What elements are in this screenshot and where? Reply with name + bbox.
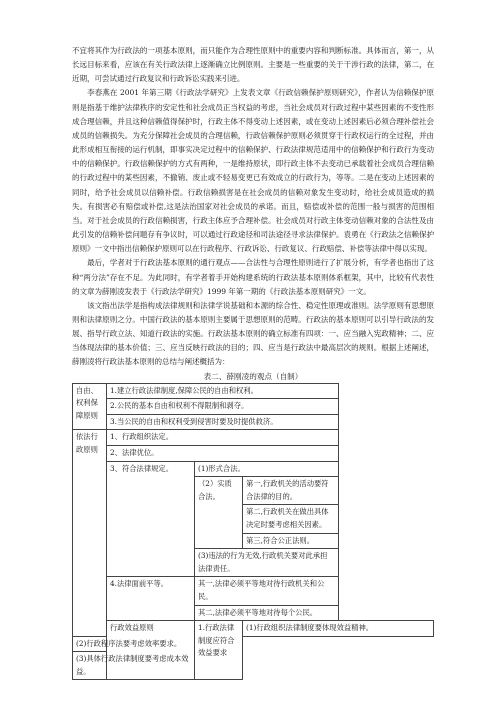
row-head-rights: 自由、权利保障原则 bbox=[73, 383, 107, 430]
document-page bbox=[72, 44, 434, 680]
table-cell: （2）实质合法。 bbox=[195, 477, 243, 549]
table-cell: 2.公民的基本自由和权利不得限制和剥夺。 bbox=[107, 399, 339, 415]
table-cell: (1)行政组织法律制度要体现效益精神。 bbox=[243, 621, 434, 637]
table-cell: 其二,法律必须平等地对待每个公民。 bbox=[195, 605, 339, 621]
table-row bbox=[73, 383, 434, 399]
table-caption: 表二、薛刚凌的观点（自制） bbox=[203, 371, 303, 381]
table-cell: (3)违法的行为无效,行政机关要对此承担法律责任。 bbox=[195, 549, 339, 577]
table-cell: 1.建立行政法律制度,保障公民的自由和权利。 bbox=[107, 383, 339, 399]
row-head-efficiency: 行政效益原则 bbox=[107, 621, 195, 680]
table-cell: 第二,行政机关在做出具体决定时要考虑相关因素。 bbox=[243, 505, 339, 533]
table-cell: 第一,行政机关的活动要符合法律的目的。 bbox=[243, 477, 339, 505]
table-row bbox=[73, 621, 434, 637]
paragraph-trust-protection: 李春燕在 2001 年第三期《行政法学研究》上发表文章《行政信赖保护原则研究》，作者认为信赖保护原则是指基于维护法律秩序的安定性和社会成员正当权益的考虑，当社会成员对行政过程中某些因素的不变性形成合理信赖，并且这种信赖值得保护时，行政主体不得变动上述因素，或在变动上述因素后必须合理补偿社会成员的信赖损失。为充分保障社会成员的合理信赖，行政信赖保护原则必须贯穿于行政权运行的全过程，并由此形成相互衔接的运行机制，即事实决定过程中的信赖保护、行政法律规范适用中的信赖保护和行政行为变动中的信赖保护。行政信赖保护的方式有两种，一是维持原状，即行政主体不去变动已承载着社会成员合理信赖的行政过程中的某些因素，不撤销、废止或不轻易变更已有效成立的行政行为，等等。二是在变动上述因素的同时，给予社会成员以信赖补偿。行政信赖损害是在社会成员的信赖对象发生变动时，给社会成员造成的损失。有损害必有赔偿或补偿,这是法治国家对社会成员的承诺。而且，赔偿或补偿的范围一般与损害的范围相当。对于社会成员的行政信赖损害，行政主体应予合理补偿。社会成员对行政主体变动信赖对象的合法性及由此引发的信赖补偿问题存有争议时，可以通过行政途径和司法途径寻求法律保护。袁勇在《行政法之信赖保护原则》一文中指出信赖保护原则可以在行政程序、行政诉讼、行政复议、行政赔偿、补偿等法律中得以实现。 bbox=[72, 88, 434, 254]
table-row bbox=[73, 430, 434, 446]
row-head-legality: 依法行政原则 bbox=[73, 430, 107, 636]
table-row bbox=[73, 636, 434, 652]
table-row bbox=[73, 461, 434, 477]
table-row bbox=[73, 445, 434, 461]
paragraph-intro: 不宜将其作为行政法的一项基本原则，而只能作为合理性原则中的重要内容和判断标准。具体而言，第一，从长远目标来看，应该在有关行政法律上逐渐确立比例原则。主要是一些重要的关于干涉行政的法律，第二，在近期，可尝试通过行政复议和行政诉讼实践来引进。 bbox=[72, 46, 434, 84]
table-cell: (3)具体行政法律制度要考虑成本效益。 bbox=[73, 652, 195, 680]
table-cell: 1、行政组织法定。 bbox=[107, 430, 339, 446]
table-cell: (1)形式合法。 bbox=[195, 461, 339, 477]
table-cell: 3.当公民的自由和权利受到侵害时要及时提供救济。 bbox=[107, 414, 339, 430]
table-cell: 其一,法律必须平等地对待行政机关和公民。 bbox=[195, 577, 339, 605]
table-row bbox=[73, 577, 434, 605]
paragraph-xue-gangling: 该文指出法学是指构成法律规则和法律学说基础和本源的综合性、稳定性原理或准则。法学原则有思想原则和法律原则之分。中国行政法的基本原则主要属于思想原则的范畴。行政法的基本原则可以引导行政法的发展、指导行政立法、知道行政法的实施。行政法基本原则的确立标准有四项：一、应当融入宪政精神；二、应当体现法律的基本价值；三、应当反映行政法的目的；四、应当是行政法中最高层次的规则。根据上述阐述，薛刚凌将行政法基本原则的总结与阐述概括为： bbox=[72, 300, 434, 367]
table-cell: 第三,符合公正法则。 bbox=[243, 533, 339, 549]
table-row bbox=[73, 399, 434, 415]
table-cell: 4.法律面前平等。 bbox=[107, 577, 195, 621]
table-cell: 2、法律优位。 bbox=[107, 445, 339, 461]
paragraph-two-principles: 最后，学者对于行政法基本原则的通行观点——合法性与合理性原则进行了扩展分析，有学者也指出了这种“两分法”存在不足。为此同时，有学者着手开始构建系统的行政法基本原则体系框架，其中，比较有代表性的文章为薛刚凌发表于《行政法学研究》1999 年第一期的《行政法基本原则研究》一文。 bbox=[72, 258, 434, 296]
table-row bbox=[73, 652, 434, 680]
table-cell: (2)行政程序法要考虑效率要求。 bbox=[73, 636, 195, 652]
table-cell: 1.行政法律制度应符合效益要求 bbox=[195, 621, 243, 680]
table-row bbox=[73, 414, 434, 430]
table-cell: 3、符合法律规定。 bbox=[107, 461, 195, 577]
principles-table bbox=[72, 383, 434, 681]
